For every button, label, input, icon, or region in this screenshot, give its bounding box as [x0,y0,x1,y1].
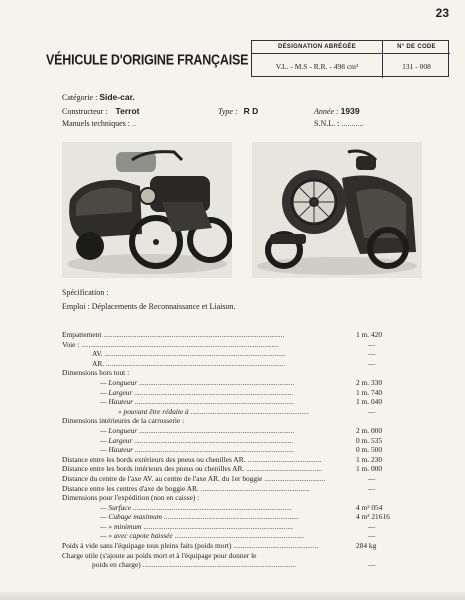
page-bottom-edge [0,592,465,600]
type-label: Type : [218,107,238,116]
dot-leader: ................................................................ [188,406,309,416]
designation-header: DÉSIGNATION ABRÉGÉE [252,41,383,54]
row-value: 1 m. 740 [356,387,383,397]
dot-leader: ................................................................................. [141,521,293,531]
row-label: Distance entre les centres d'axe de boggie AR. ........................................................... [62,483,310,493]
manuels-value: .. [131,119,136,128]
row-value: — [368,483,376,493]
categorie-label: Catégorie : [62,93,98,102]
categorie-value: Side-car. [99,92,135,102]
row-label: Distance du centre de l'axe AV. au centre de l'axe AR. du 1er boggie ................................. [62,473,326,483]
row-value: — [368,339,376,349]
dot-leader: .................................................................................... [137,377,295,387]
row-value: 0 m. 535 [356,435,383,445]
annee-label: Année : [314,107,339,116]
table-row [62,340,422,350]
table-row [62,464,422,474]
row-value: 1 m. 420 [356,330,383,339]
row-value: — [368,560,376,570]
row-label: — Longueur .................................................................................... [100,377,295,387]
table-row [62,368,422,378]
row-label: Voie : ........................................................................................................... [62,339,279,349]
row-value: 4 m² 054 [356,502,383,512]
row-value: — [368,531,376,541]
dot-leader: ................................................................................... [140,560,296,570]
designation-value: V.L. - M.S - R.R. - 498 cm³ [252,54,383,78]
row-value: — [368,358,376,368]
code-value: 131 - 008 [402,61,431,71]
table-row [62,359,422,369]
table-row [62,388,422,398]
annee-line [314,106,360,116]
row-label: Poids à vide sans l'équipage tous pleins faits (poids mort) .............................................. [62,541,319,551]
table-row [62,378,422,388]
constructeur-label: Constructeur : [62,107,108,116]
row-value: — [368,406,376,416]
dot-leader: ......................................... [244,464,322,474]
row-label: Distance entre les bords extérieurs des pneus ou chenilles AR. ........................................ [62,454,322,464]
dot-leader: .............................................. [231,541,319,551]
row-label: Dimensions pour l'expédition (non en caisse) : [62,493,200,503]
table-row [62,474,422,484]
table-row [62,541,422,551]
dot-leader: ...................................................................... [172,531,304,541]
type-line [218,106,258,116]
dot-leader: .................................................................................................. [101,330,285,339]
code-header: N° DE CODE [383,41,450,54]
snl-value: ........... [341,119,364,128]
row-label: — Largeur ...................................................................................... [100,435,294,445]
emploi-text: Emploi : Déplacements de Reconnaissance et Liaison. [62,302,236,311]
specification-label: Spécification : [62,288,109,297]
dot-leader: ........................................ [245,454,322,464]
row-label: Empattement .................................................................................................. [62,330,285,339]
constructeur-value: Terrot [115,106,140,116]
table-row [62,436,422,446]
table-row [62,455,422,465]
code-box [251,40,449,77]
spec-table [62,330,422,570]
row-label: — » avec capote baissée ...................................................................... [100,531,304,541]
row-label: — Largeur ...................................................................................... [100,387,294,397]
row-label: — » minimum ................................................................................. [100,521,293,531]
dot-leader: ...................................................................................... [133,397,294,407]
row-label: — Hauteur ...................................................................................... [100,397,294,407]
dot-leader: ...................................................................................... [132,435,294,445]
row-value: 4 m³ 21616 [356,512,390,522]
constructeur-line [62,106,139,116]
row-value: 1 m. 230 [356,454,383,464]
dot-leader: ................................................................................................. [104,358,286,368]
row-value: 284 kg [356,541,377,551]
row-label: AV. .................................................................................................. [92,349,286,359]
table-row [62,445,422,455]
row-value: — [368,521,376,531]
row-label: poids en charge) ................................................................................... [92,560,296,570]
table-row [62,407,422,417]
table-row [62,551,422,561]
table-row [62,503,422,513]
row-label: — Longueur .................................................................................... [100,425,295,435]
row-label: — Cubage maximum ......................................................................... [100,512,299,522]
table-row [62,416,422,426]
dot-leader: ......................................................................... [162,512,299,522]
row-value: 0 m. 500 [356,445,383,455]
table-row [62,493,422,503]
table-row [62,560,422,570]
page-number: 23 [435,6,449,20]
dot-leader: .................................................................................... [137,425,295,435]
manuels-line [62,119,136,128]
row-label: Distance entre les bords intérieurs des pneus ou chenilles AR. ......................................... [62,464,322,474]
row-label: AR. ................................................................................................. [92,358,286,368]
categorie-line [62,92,135,102]
dot-leader: ...................................................................................... [132,387,294,397]
row-value: — [368,349,376,359]
row-label: Dimensions intérieures de la carrosserie : [62,416,185,426]
table-row [62,349,422,359]
row-label: — Hauteur ...................................................................................... [100,445,294,455]
row-value: 1 m. 000 [356,464,383,474]
dot-leader: ........................................................................................................... [79,339,279,349]
table-row [62,484,422,494]
row-value: 2 m. 000 [356,425,383,435]
table-row [62,397,422,407]
dot-leader: .................................................................................................. [102,349,286,359]
table-row [62,531,422,541]
row-label: — Surface ...................................................................................... [100,502,292,512]
table-row [62,426,422,436]
photo-sidecar-left [62,142,232,278]
dot-leader: ...................................................................................... [133,445,294,455]
table-row [62,512,422,522]
row-label: » pouvant être réduite à ................................................................ [118,406,309,416]
row-label: Dimensions hors tout : [62,368,130,378]
snl-label: S.N.L. : [314,119,340,128]
dot-leader: ...................................................................................... [131,502,292,512]
page-title: VÉHICULE D'ORIGINE FRANÇAISE [46,52,249,69]
type-value: R D [243,106,259,116]
manuels-label: Manuels techniques : [62,119,130,128]
snl-line [314,119,363,128]
row-value: 2 m. 330 [356,377,383,387]
table-row [62,330,422,340]
row-value: — [368,473,376,483]
table-row [62,522,422,532]
dot-leader: ........................................................... [198,483,310,493]
photo-sidecar-right [252,142,422,278]
row-value: 1 m. 040 [356,397,383,407]
annee-value: 1939 [340,106,360,116]
row-label: Charge utile (s'ajoute au poids mort et à l'équipage pour donner le [62,550,257,560]
dot-leader: ................................. [262,473,326,483]
